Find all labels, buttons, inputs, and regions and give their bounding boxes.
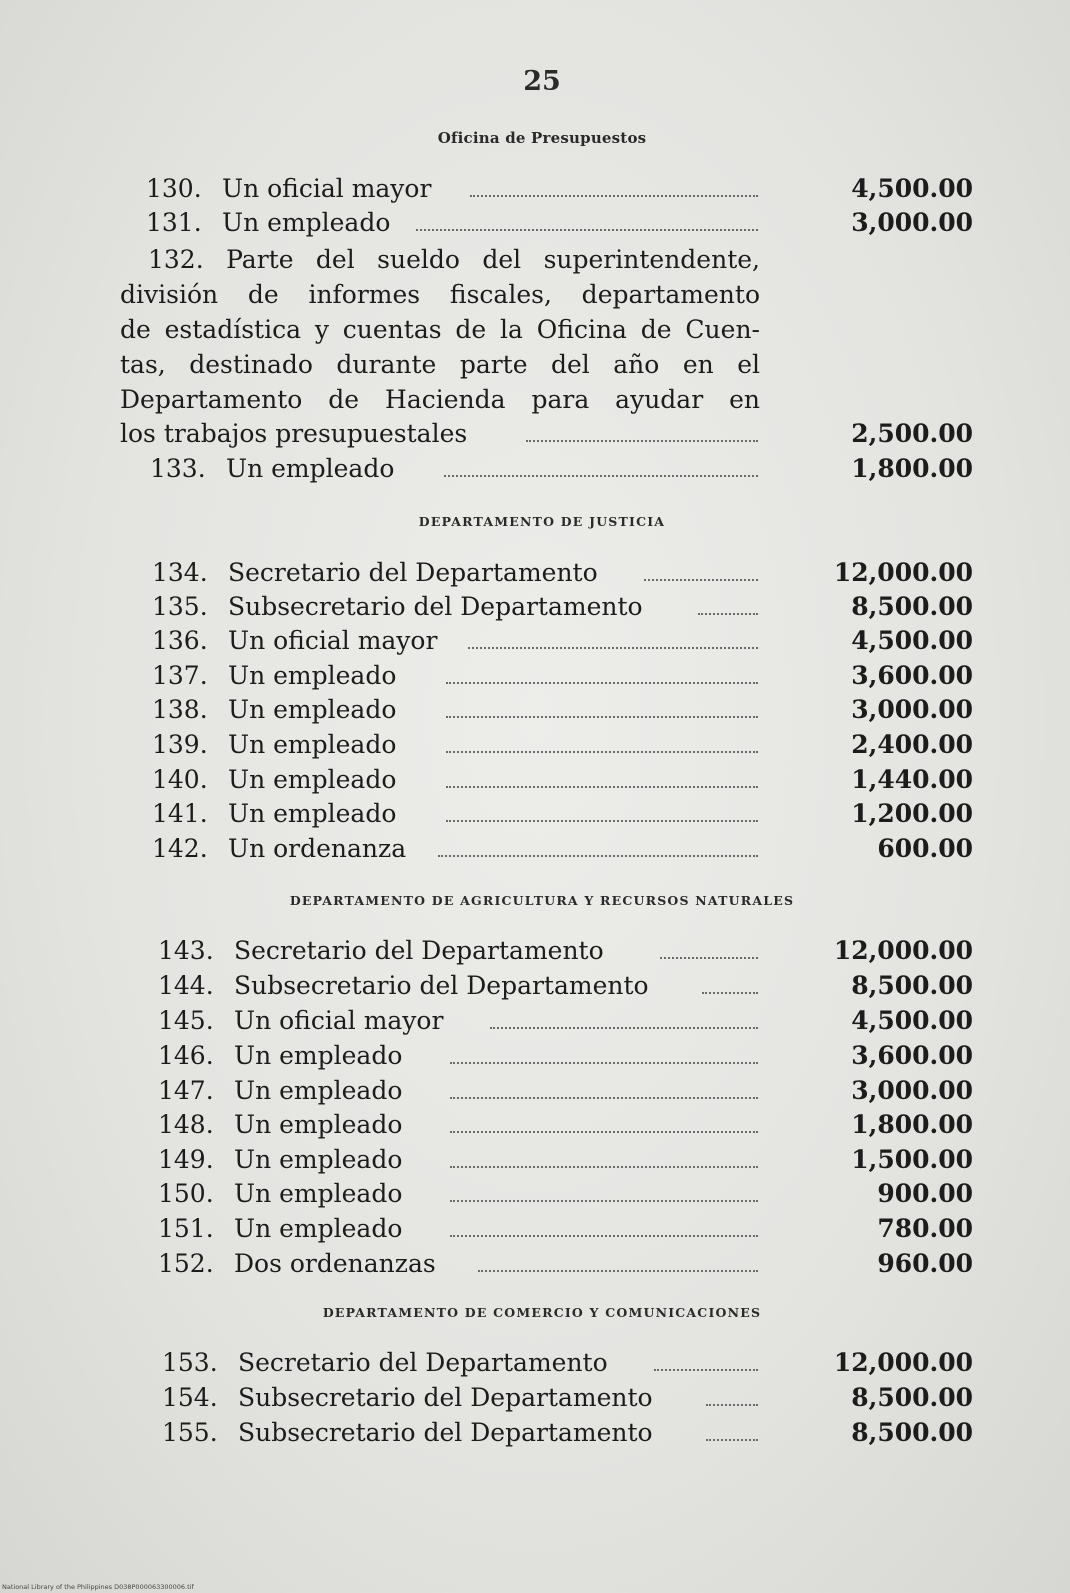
budget-row <box>0 1416 1070 1450</box>
item-number: 146. <box>158 1041 214 1070</box>
leader-dots <box>446 788 758 822</box>
item-amount: 12,000.00 <box>833 1348 973 1377</box>
section-title-agricultura: DEPARTAMENTO DE AGRICULTURA Y RECURSOS NATURALES <box>289 893 795 908</box>
item-amount: 4,500.00 <box>851 626 973 655</box>
item-number: 150. <box>158 1179 214 1208</box>
leader-dots <box>698 581 758 615</box>
leader-dots <box>450 1099 758 1133</box>
item-label: Un oficial mayor <box>222 174 432 203</box>
item-number: 153. <box>162 1348 218 1377</box>
item-number: 144. <box>158 971 214 1000</box>
item-label: Un empleado <box>234 1145 403 1174</box>
budget-row <box>0 206 1070 240</box>
item-label: Un empleado <box>228 765 397 794</box>
item-amount: 4,500.00 <box>851 1006 973 1035</box>
budget-row <box>0 934 1070 968</box>
item-label: Subsecretario del Departamento <box>228 592 643 621</box>
leader-dots <box>450 1203 758 1237</box>
item-number: 141. <box>152 799 208 828</box>
item-amount: 960.00 <box>877 1249 973 1278</box>
leader-dots <box>706 1372 758 1406</box>
page-number: 25 <box>523 66 561 97</box>
item-number: 135. <box>152 592 208 621</box>
paragraph-last-line: los trabajos presupuestales <box>120 419 468 448</box>
budget-row <box>0 1381 1070 1415</box>
item-label: Secretario del Departamento <box>228 558 598 587</box>
leader-dots <box>702 960 758 994</box>
item-amount: 1,440.00 <box>851 765 973 794</box>
leader-dots <box>478 1238 758 1272</box>
leader-dots <box>438 823 758 857</box>
item-number: 152. <box>158 1249 214 1278</box>
item-amount: 3,600.00 <box>851 661 973 690</box>
leader-dots <box>490 995 758 1029</box>
paragraph-line: tas, destinado durante parte del año en el <box>120 350 760 379</box>
item-label: Un empleado <box>234 1041 403 1070</box>
leader-dots <box>446 650 758 684</box>
leader-dots <box>470 163 758 197</box>
leader-dots <box>446 754 758 788</box>
item-label: Un empleado <box>228 730 397 759</box>
item-amount: 8,500.00 <box>851 1418 973 1447</box>
leader-dots <box>450 1134 758 1168</box>
leader-dots <box>706 1407 758 1441</box>
budget-row <box>0 556 1070 590</box>
leader-dots <box>450 1168 758 1202</box>
item-number: 147. <box>158 1076 214 1105</box>
item-amount: 8,500.00 <box>851 592 973 621</box>
budget-row <box>0 1346 1070 1380</box>
item-amount: 3,000.00 <box>851 695 973 724</box>
leader-dots <box>450 1065 758 1099</box>
item-amount: 12,000.00 <box>833 936 973 965</box>
item-label: Dos ordenanzas <box>234 1249 436 1278</box>
item-number: 155. <box>162 1418 218 1447</box>
item-number: 136. <box>152 626 208 655</box>
item-label: Un ordenanza <box>228 834 407 863</box>
item-amount: 12,000.00 <box>833 558 973 587</box>
item-label: Subsecretario del Departamento <box>238 1418 653 1447</box>
section-title-presupuestos: Oficina de Presupuestos <box>437 129 647 147</box>
paragraph-line: Departamento de Hacienda para ayudar en <box>120 385 760 414</box>
item-number: 139. <box>152 730 208 759</box>
paragraph-line: división de informes fiscales, departamento <box>120 280 760 309</box>
leader-dots <box>416 197 758 231</box>
item-amount: 4,500.00 <box>851 174 973 203</box>
item-label: Subsecretario del Departamento <box>238 1383 653 1412</box>
item-amount: 3,000.00 <box>851 1076 973 1105</box>
item-amount: 8,500.00 <box>851 1383 973 1412</box>
item-label: Un empleado <box>222 208 391 237</box>
item-number: 154. <box>162 1383 218 1412</box>
item-amount: 3,600.00 <box>851 1041 973 1070</box>
budget-row <box>0 832 1070 866</box>
item-amount: 1,200.00 <box>851 799 973 828</box>
scan-credit: National Library of the Philippines D038P000063300006.tif <box>2 1583 194 1591</box>
item-amount: 3,000.00 <box>851 208 973 237</box>
item-label: Secretario del Departamento <box>238 1348 608 1377</box>
item-number: 137. <box>152 661 208 690</box>
item-amount: 1,500.00 <box>851 1145 973 1174</box>
item-label: Un oficial mayor <box>228 626 438 655</box>
paragraph-line: 132. Parte del sueldo del superintendente, <box>148 245 760 274</box>
item-label: Un empleado <box>228 661 397 690</box>
item-label: Un empleado <box>234 1076 403 1105</box>
item-number: 134. <box>152 558 208 587</box>
item-paragraph <box>120 242 760 417</box>
leader-dots <box>446 684 758 718</box>
item-number: 131. <box>146 208 202 237</box>
leader-dots <box>450 1030 758 1064</box>
item-label: Un empleado <box>234 1179 403 1208</box>
leader-dots <box>654 1337 758 1371</box>
item-label: Un empleado <box>226 454 395 483</box>
item-number: 140. <box>152 765 208 794</box>
leader-dots <box>526 408 758 442</box>
item-amount: 1,800.00 <box>851 454 973 483</box>
item-label: Un empleado <box>228 695 397 724</box>
item-amount: 900.00 <box>877 1179 973 1208</box>
budget-row <box>0 1247 1070 1281</box>
item-amount: 600.00 <box>877 834 973 863</box>
item-number: 148. <box>158 1110 214 1139</box>
item-number: 151. <box>158 1214 214 1243</box>
item-number: 143. <box>158 936 214 965</box>
item-number: 149. <box>158 1145 214 1174</box>
leader-dots <box>644 547 758 581</box>
item-label: Un oficial mayor <box>234 1006 444 1035</box>
item-label: Un empleado <box>234 1214 403 1243</box>
item-amount: 8,500.00 <box>851 971 973 1000</box>
section-title-comercio: DEPARTAMENTO DE COMERCIO Y COMUNICACIONES <box>322 1305 762 1320</box>
leader-dots <box>468 615 758 649</box>
item-number: 142. <box>152 834 208 863</box>
item-number: 130. <box>146 174 202 203</box>
paragraph-line: de estadística y cuentas de la Oficina de Cuen- <box>120 315 760 344</box>
item-label: Un empleado <box>234 1110 403 1139</box>
leader-dots <box>446 719 758 753</box>
leader-dots <box>444 443 758 477</box>
section-title-justicia: DEPARTAMENTO DE JUSTICIA <box>418 514 666 529</box>
item-amount: 2,400.00 <box>851 730 973 759</box>
leader-dots <box>660 925 758 959</box>
item-label: Un empleado <box>228 799 397 828</box>
item-number: 138. <box>152 695 208 724</box>
item-number: 133. <box>150 454 206 483</box>
item-amount: 780.00 <box>877 1214 973 1243</box>
item-label: Subsecretario del Departamento <box>234 971 649 1000</box>
item-amount: 2,500.00 <box>851 419 973 448</box>
item-number: 145. <box>158 1006 214 1035</box>
budget-row <box>0 452 1070 486</box>
item-label: Secretario del Departamento <box>234 936 604 965</box>
item-amount: 1,800.00 <box>851 1110 973 1139</box>
